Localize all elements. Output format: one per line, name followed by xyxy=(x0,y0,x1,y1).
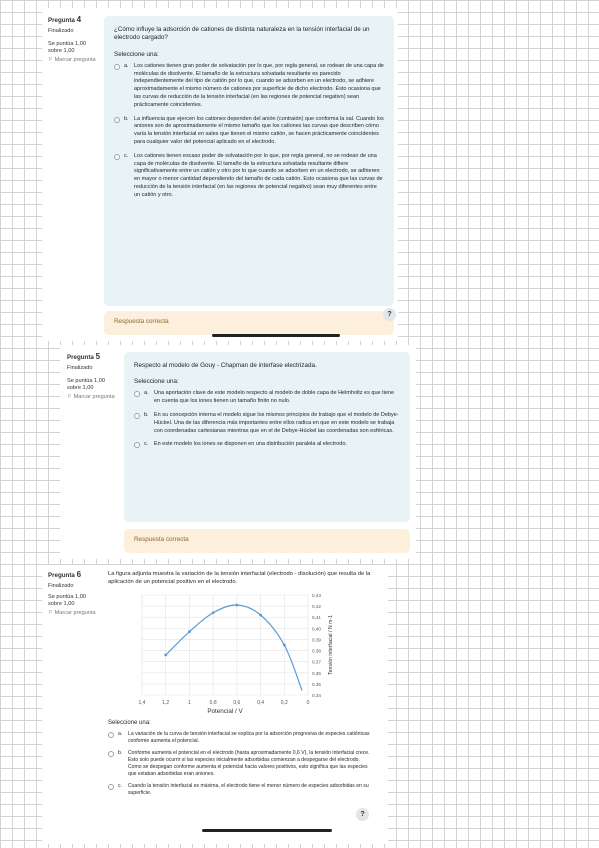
feedback-text: Respuesta correcta xyxy=(134,536,189,543)
question-6-info xyxy=(48,571,100,617)
question-number: Pregunta 4 xyxy=(48,15,82,24)
question-status: Finalizado xyxy=(48,28,74,34)
question-5-info xyxy=(67,353,123,401)
radio-button[interactable] xyxy=(108,732,114,738)
question-4-panel xyxy=(42,8,398,341)
x-tick-label: 0,8 xyxy=(209,700,217,706)
data-point xyxy=(212,611,215,614)
x-tick-label: 1,4 xyxy=(138,700,146,706)
question-score-max: sobre 1,00 xyxy=(48,48,75,54)
flag-icon: ⚐ xyxy=(67,394,74,400)
question-6-content xyxy=(108,571,380,586)
y-tick-label: 0,36 xyxy=(312,670,321,676)
x-tick-label: 0,6 xyxy=(233,700,241,706)
flag-icon: ⚐ xyxy=(48,610,55,616)
x-tick-label: 1,2 xyxy=(162,700,170,706)
question-status: Finalizado xyxy=(67,365,93,371)
answer-option-c[interactable]: c. Cuando la tensión interfacial es máxima, el electrodo tiene el menor número de especies adsorbidas en su superficie. xyxy=(108,783,370,798)
y-tick-label: 0,34 xyxy=(312,693,321,698)
x-axis-label: Potencial / V xyxy=(207,708,243,713)
chart-x-ticks xyxy=(139,700,310,706)
question-4-info xyxy=(48,16,100,64)
data-point xyxy=(259,614,262,617)
question-status: Finalizado xyxy=(48,583,74,589)
answer-option-b[interactable]: b. La influencia que ejercen los cationes dependen del anión (contraión) que conforma la sal. Cuando los aniones son de aproximadamente el mismo tamaño que los cationes las curvas que describen cómo varía la tensión interfacial en sales que tienen el mismo catión, se hacen prácticamente coincidentes para cualquier valor del potencial aplicado en el electrodo. xyxy=(114,116,384,147)
radio-button[interactable] xyxy=(134,413,140,419)
y-tick-label: 0,41 xyxy=(312,615,321,621)
question-6-panel xyxy=(42,565,388,844)
radio-button[interactable] xyxy=(134,391,140,397)
y-tick-label: 0,43 xyxy=(312,593,321,598)
y-tick-label: 0,42 xyxy=(312,604,321,610)
x-tick-label: 1 xyxy=(188,700,191,706)
y-tick-label: 0,37 xyxy=(312,659,321,665)
flag-question-link[interactable]: ⚐ Marcar pregunta xyxy=(67,394,115,400)
feedback-box xyxy=(104,311,394,335)
question-text: ¿Cómo influye la adsorción de cationes de distinta naturaleza en la tensión interfacial de un electrodo cargado? xyxy=(114,26,370,42)
question-text: Respecto al modelo de Gouy - Chapman de interfase electrizada. xyxy=(134,362,317,369)
data-point xyxy=(283,644,286,647)
data-point xyxy=(164,654,167,657)
scroll-bar[interactable] xyxy=(202,829,332,832)
help-button[interactable]: ? xyxy=(356,808,369,821)
flag-question-link[interactable]: ⚐ Marcar pregunta xyxy=(48,57,96,63)
answer-option-b[interactable]: b. En su concepción interna el modelo sigue los mismos principios de trabajo que el modelo de Debye-Hückel. Una de las diferencia más importantes entre ellos radica en que en este modelo se trabaja con coordenadas cartesianas mientras que en el de Debye-Hückel las coordenadas son esféricas. xyxy=(134,412,400,435)
y-tick-label: 0,35 xyxy=(312,681,321,687)
help-button[interactable]: ? xyxy=(383,308,396,321)
question-6-options xyxy=(108,720,370,801)
select-one-label: Seleccione una: xyxy=(108,720,151,726)
answer-option-c[interactable]: c. En este modelo los iones se disponen en una distribución paralela al electrodo. xyxy=(134,441,400,449)
y-tick-label: 0,39 xyxy=(312,637,321,643)
interfacial-tension-chart xyxy=(108,589,364,713)
question-4-content xyxy=(104,16,394,306)
data-point xyxy=(188,630,191,633)
x-tick-label: 0,2 xyxy=(280,700,288,706)
chart-y-ticks xyxy=(312,593,321,698)
answer-option-a[interactable]: a. La variación de la curva de tensión interfacial se explica por la adsorción progresiva de especies catiónicas conforme aumenta el potencial. xyxy=(108,731,370,746)
y-axis-label: Tensión interfacial / N m-1 xyxy=(328,615,334,675)
question-score-max: sobre 1,00 xyxy=(48,601,75,607)
question-5-panel xyxy=(60,345,416,559)
data-point xyxy=(235,604,238,607)
question-score-max: sobre 1,00 xyxy=(67,385,94,391)
feedback-text: Respuesta correcta xyxy=(114,318,169,325)
x-tick-label: 0 xyxy=(306,700,310,706)
flag-icon: ⚐ xyxy=(48,57,55,63)
select-one-label: Seleccione una: xyxy=(134,378,179,386)
question-5-content xyxy=(124,352,410,522)
radio-button[interactable] xyxy=(114,64,120,70)
answer-option-a[interactable]: a. Los cationes tienen gran poder de solvatación por lo que, por regla general, se rodean de una capa de moléculas de disolvente. El tamaño de la estructura solvatada resultante es parecido independientemente del tipo de catión por lo que, cuando se adsorben en un electrodo, se adhiere aproximadamente el mismo número de cationes por superficie de dicho electrodo. Esto ocasiona que las curvas de reducción de la tensión interfacial (en las regiones de potencial negativo) sean prácticamente coincidentes. xyxy=(114,63,384,110)
y-tick-label: 0,40 xyxy=(312,626,321,632)
radio-button[interactable] xyxy=(134,442,140,448)
data-series-line xyxy=(166,605,302,691)
answer-option-a[interactable]: a. Una aportación clave de este modelo respecto al modelo de doble capa de Helmholtz es que tiene en cuenta que los iones tienen un tamaño finito no nulo. xyxy=(134,390,400,406)
question-score: Se puntúa 1,00 xyxy=(67,378,105,384)
y-tick-label: 0,38 xyxy=(312,648,321,654)
answer-option-c[interactable]: c. Los cationes tienen escaso poder de solvatación por lo que, por regla general, no se rodean de una capa de moléculas de disolvente. El tamaño de la estructura solvatada resultante difiere significativamente entre un catión y otro por lo que cuando se adsorben en un electrodo, se adhieren en mayor o menor cantidad dependiendo del tamaño de cada catión. Esto ocasiona que las curvas de reducción de la tensión interfacial (en las regiones de potencial negativo) sean muy diferentes entre un catión y otro. xyxy=(114,153,384,200)
radio-button[interactable] xyxy=(108,751,114,757)
scroll-bar[interactable] xyxy=(212,334,340,337)
question-score: Se puntúa 1,00 xyxy=(48,41,86,47)
question-number: Pregunta 5 xyxy=(67,352,101,361)
select-one-label: Seleccione una: xyxy=(114,50,159,58)
flag-question-link[interactable]: ⚐ Marcar pregunta xyxy=(48,610,96,616)
question-text: La figura adjunta muestra la variación de la tensión interfacial (electrodo - disolución) que resulta de la aplicación de un potencial positivo en el electrodo. xyxy=(108,571,371,585)
feedback-box xyxy=(124,529,410,553)
question-score: Se puntúa 1,00 xyxy=(48,594,86,600)
radio-button[interactable] xyxy=(108,784,114,790)
radio-button[interactable] xyxy=(114,117,120,123)
question-number: Pregunta 6 xyxy=(48,570,82,579)
x-tick-label: 0,4 xyxy=(257,700,265,706)
answer-option-b[interactable]: b. Conforme aumenta el potencial en el electrodo (hasta aproximadamente 0,6 V), la tensión interfacial crece. Esto solo puede ocurrir si las especies inicialmente adsorbidas comienzan a despegarse del electrodo. Como se despegan conforme aumenta el potencial hacia valores positivos, esto significa que las especies que estaban adsorbidas eran aniones. xyxy=(108,750,370,779)
radio-button[interactable] xyxy=(114,154,120,160)
